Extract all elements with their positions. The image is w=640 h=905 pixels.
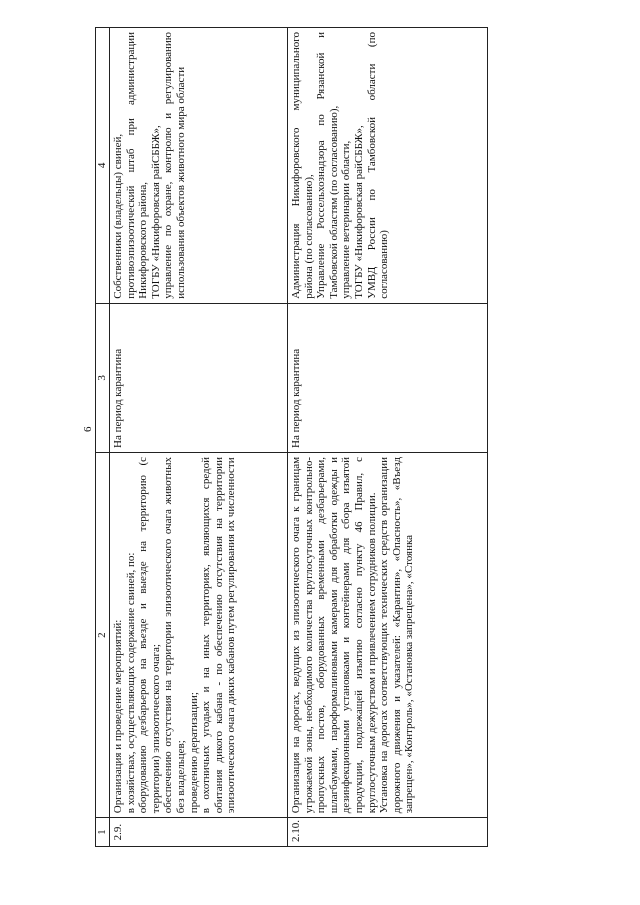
responsible-line: управление по охране, контролю и регулированию использования объектов животного мира области	[162, 32, 187, 299]
responsible-line: управление ветеринарии области,	[340, 140, 353, 299]
responsible-line: УМВД России по Тамбовской области (по согласованию)	[365, 32, 391, 299]
table-row	[110, 28, 288, 847]
responsible-cell	[288, 28, 488, 304]
responsible-cell	[110, 28, 288, 304]
activity-line: оборудованию дезбарьеров на въезде и выезде на территорию (с территории) эпизоотического очага;	[137, 456, 162, 814]
activity-line: Организация на дорогах, ведущих из эпизоотического очага к границам угрожаемой зоны, необходимого количества круглосуточных контрольно-пропускных постов, оборудованных временными дезбарьерами, шлагбаумами, пароформалиновыми камерами для обработки одежды и дезинфекционными установками и контейнерами для сбора изъятой продукции, подлежащей изъятию согласно пункту 46 Правил, с круглосуточным дежурством и привлечением сотрудников полиции.	[290, 456, 378, 814]
row-number: 2.10.	[288, 818, 488, 847]
header-cell-2: 2	[96, 452, 110, 817]
period-cell: На период карантина	[288, 303, 488, 452]
activity-cell	[288, 452, 488, 817]
measures-table	[95, 27, 488, 847]
responsible-line: Администрация Никифоровского муниципального района (по согласованию),	[290, 32, 315, 299]
page-number: 6	[82, 426, 94, 432]
header-cell-3: 3	[96, 303, 110, 452]
activity-cell	[110, 452, 288, 817]
responsible-line: Собственники (владельцы) свиней,	[112, 133, 124, 299]
activity-line: проведению дератизации;	[187, 692, 200, 814]
responsible-line: ТОГБУ «Никифоровская райСББЖ»,	[149, 125, 162, 299]
responsible-line: ТОГБУ «Никифоровская райСББЖ»,	[352, 125, 365, 299]
row-number: 2.9.	[110, 818, 288, 847]
header-cell-4: 4	[96, 28, 110, 304]
period-cell: На период карантина	[110, 303, 288, 452]
header-cell-1: 1	[96, 818, 110, 847]
header-row	[96, 28, 110, 847]
table-row	[288, 28, 488, 847]
activity-line: Установка на дорогах соответствующих технических средств организации дорожного движения и указателей: «Карантин», «Опасность», «Въезд запрещен», «Контроль», «Остановка запрещена», «Стоянка	[378, 456, 416, 814]
rotated-table-page	[95, 27, 505, 847]
activity-line: обеспечению отсутствия на территории эпизоотического очага животных без владельцев;	[162, 456, 187, 814]
responsible-line: противоэпизоотический штаб при администрации Никифоровского района,	[124, 32, 150, 299]
activity-line: в хозяйствах, осуществляющих содержание свиней, по:	[124, 552, 137, 814]
activity-line: Организация и проведение мероприятий:	[112, 619, 124, 814]
activity-line: в охотничьих угодьях и на иных территориях, являющихся средой обитания дикого кабана - по обеспечению отсутствия на территории эпизоотического очага диких кабанов путем регулирования их численности	[200, 456, 238, 814]
responsible-line: Управление Россельхознадзора по Рязанской и Тамбовской областям (по согласованию),	[315, 32, 340, 299]
